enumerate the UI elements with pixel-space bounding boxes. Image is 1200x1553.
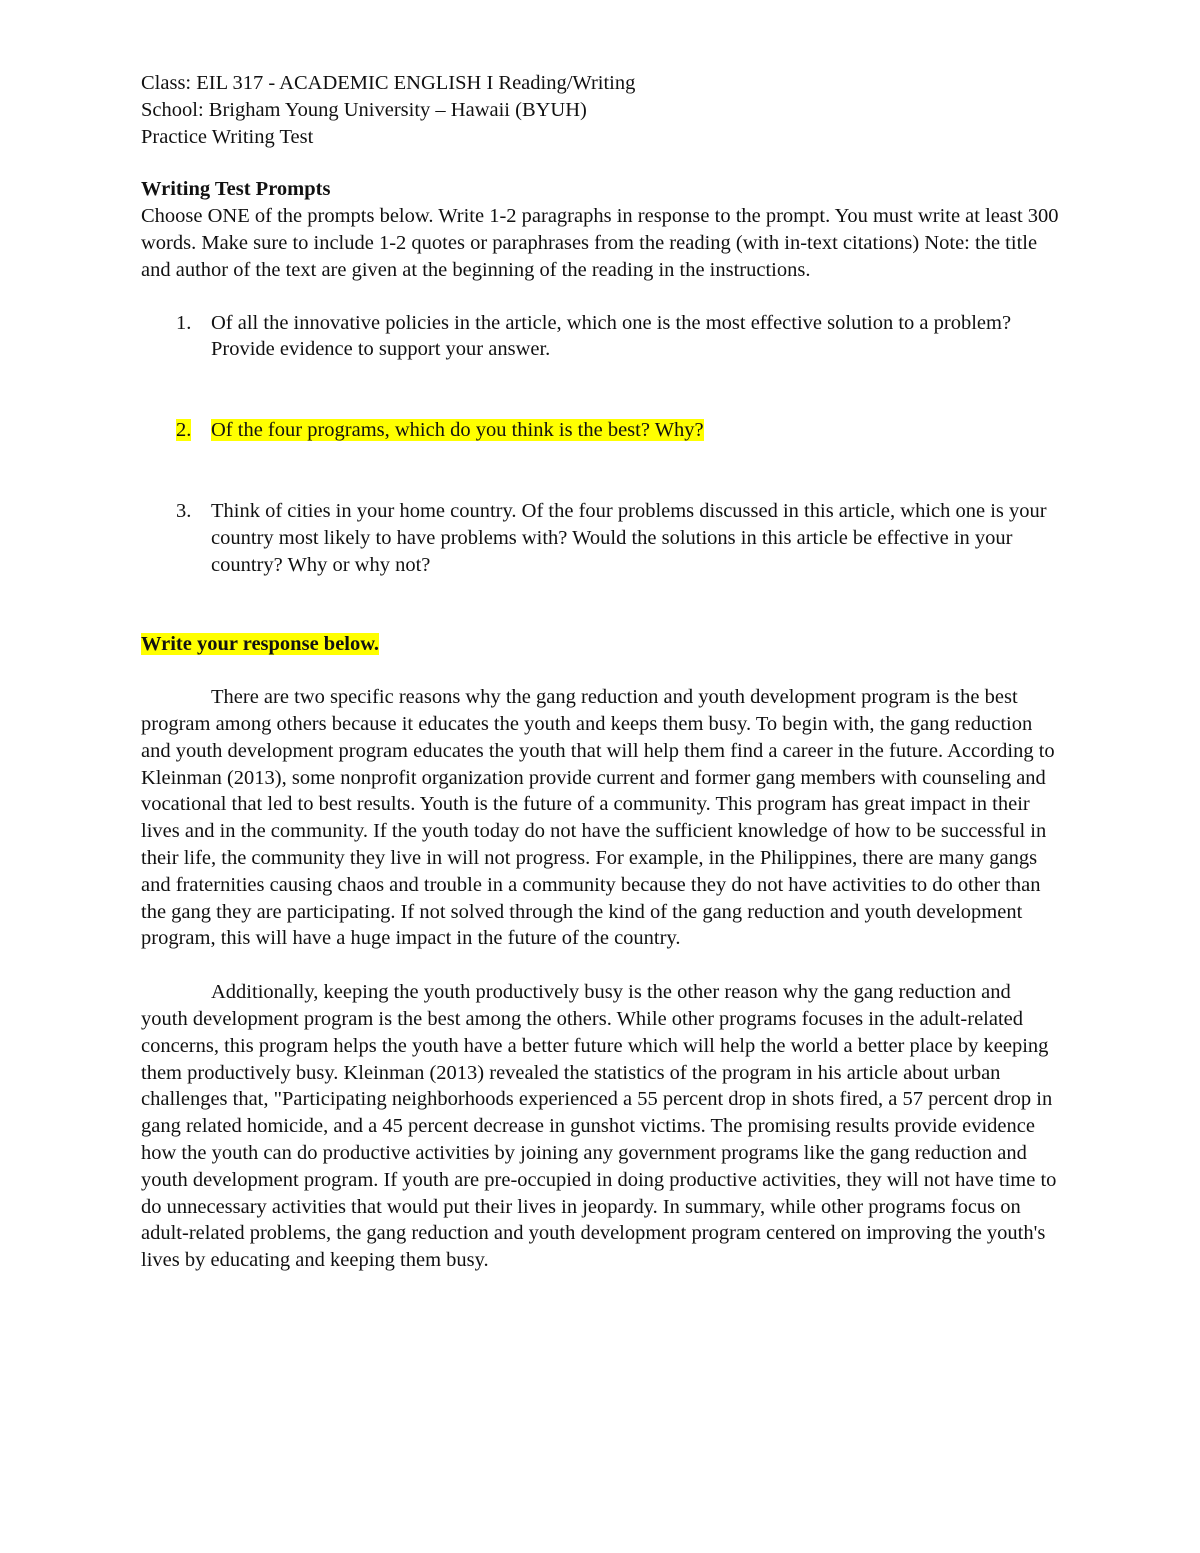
prompt-text: Of all the innovative policies in the article, which one is the most effective solution to a problem? Provide evidence to support your answer. (211, 311, 1012, 361)
prompt-item-2 (141, 417, 1061, 444)
document-page (141, 70, 1061, 1274)
response-paragraph-1: There are two specific reasons why the gang reduction and youth development program is the best program among others because it educates the youth and keeps them busy. To begin with, the gang reduction and youth development program educates the youth that will help them find a career in the future. According to Kleinman (2013), some nonprofit organization provide current and former gang members with counseling and vocational that led to best results. Youth is the future of a community. This program has great impact in their lives and in the community. If the youth today do not have the sufficient knowledge of how to be successful in their life, the community they live in will not progress. For example, in the Philippines, there are many gangs and fraternities causing chaos and trouble in a community because they do not have activities to do other than the gang they are participating. If not solved through the kind of the gang reduction and youth development program, this will have a huge impact in the future of the country. (141, 686, 1055, 950)
prompt-text-highlighted (211, 417, 1061, 444)
prompts-section-title: Writing Test Prompts (141, 178, 331, 201)
highlighted-number: 2. (176, 419, 192, 442)
test-title-line: Practice Writing Test (141, 125, 314, 148)
prompt-text: Think of cities in your home country. Of the four problems discussed in this article, which one is your country most likely to have problems with? Would the solutions in this article be effective in your country? Why or why not? (211, 499, 1047, 576)
prompt-list (141, 310, 1061, 579)
school-line: School: Brigham Young University – Hawaii (BYUH) (141, 98, 587, 121)
prompt-number (141, 417, 211, 444)
prompt-item-3 (141, 498, 1061, 578)
prompt-number: 1. (176, 311, 192, 334)
prompts-instructions: Choose ONE of the prompts below. Write 1-2 paragraphs in response to the prompt. You must write at least 300 words. Make sure to include 1-2 quotes or paraphrases from the reading (with in-text citations) Note: the title and author of the text are given at the beginning of the reading in the instructions. (141, 205, 1059, 281)
response-heading (141, 631, 1061, 658)
prompt-item-1 (141, 310, 1061, 364)
response-paragraph-2: Additionally, keeping the youth productively busy is the other reason why the gang reduction and youth development program is the best among the others. While other programs focuses in the adult-related concerns, this program helps the youth have a better future which will help the world a better place by keeping them productively busy. Kleinman (2013) revealed the statistics of the program in his article about urban challenges that, "Participating neighborhoods experienced a 55 percent drop in shots fired, a 57 percent drop in gang related homicide, and a 45 percent decrease in gunshot victims. The promising results provide evidence how the youth can do productive activities by joining any government programs like the gang reduction and youth development program. If youth are pre-occupied in doing productive activities, they will not have time to do unnecessary activities that would put their lives in jeopardy. In summary, while other programs focus on adult-related problems, the gang reduction and youth development program centered on improving the youth's lives by educating and keeping them busy. (141, 981, 1057, 1272)
prompt-number: 3. (176, 499, 192, 522)
class-line: Class: EIL 317 - ACADEMIC ENGLISH I Reading/Writing (141, 72, 636, 94)
highlighted-prompt: Of the four programs, which do you think is the best? Why? (211, 419, 704, 442)
response-heading-text: Write your response below. (141, 633, 380, 656)
